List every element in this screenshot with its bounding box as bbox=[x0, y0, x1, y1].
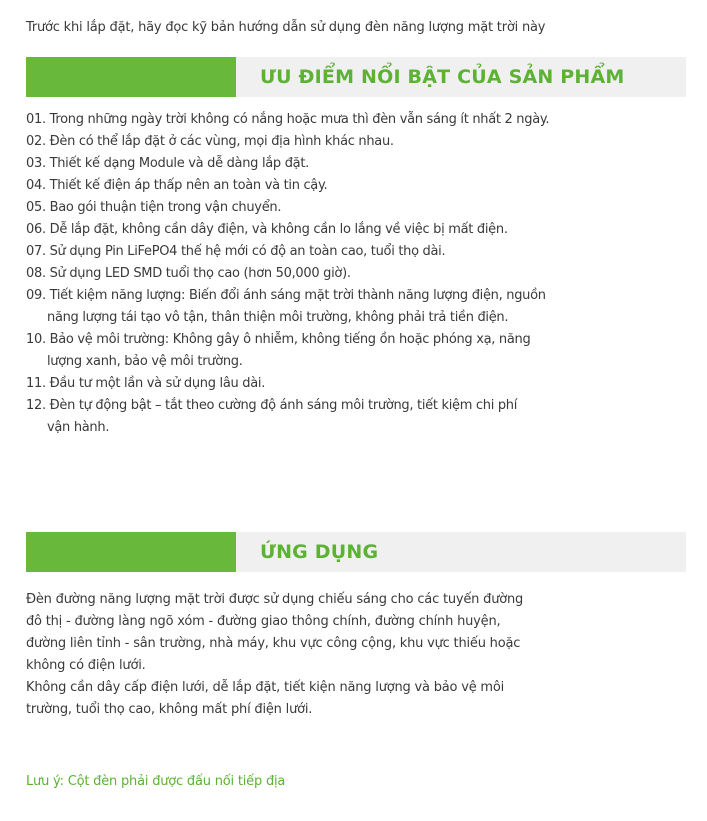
paragraph-line: Không cần dây cấp điện lưới, dễ lắp đặt, tiết kiện năng lượng và bảo vệ môi bbox=[26, 680, 505, 695]
paragraph-line: đường liên tỉnh - sân trường, nhà máy, khu vực công cộng, khu vực thiếu hoặc bbox=[26, 636, 521, 651]
list-item-text: 04. Thiết kế điện áp thấp nên an toàn và tin cậy. bbox=[26, 178, 328, 193]
list-item-text: 01. Trong những ngày trời không có nắng hoặc mưa thì đèn vẫn sáng ít nhất 2 ngày. bbox=[26, 112, 550, 127]
list-item-text: 12. Đèn tự động bật – tắt theo cường độ ánh sáng môi trường, tiết kiệm chi phí bbox=[26, 398, 518, 413]
list-item bbox=[26, 263, 696, 285]
features-title: ƯU ĐIỂM NỔI BẬT CỦA SẢN PHẨM bbox=[260, 66, 625, 88]
list-item-text: 07. Sử dụng Pin LiFePO4 thế hệ mới có độ an toàn cao, tuổi thọ dài. bbox=[26, 244, 446, 259]
list-item-text: 03. Thiết kế dạng Module và dễ dàng lắp đặt. bbox=[26, 156, 309, 171]
list-item bbox=[26, 373, 696, 395]
list-item-text: 08. Sử dụng LED SMD tuổi thọ cao (hơn 50,000 giờ). bbox=[26, 266, 351, 281]
list-item-text: 02. Đèn có thể lắp đặt ở các vùng, mọi địa hình khác nhau. bbox=[26, 134, 394, 149]
list-item-continuation: năng lượng tái tạo vô tận, thân thiện môi trường, không phải trả tiền điện. bbox=[47, 310, 509, 325]
list-item bbox=[26, 285, 696, 329]
list-item bbox=[26, 109, 696, 131]
list-item bbox=[26, 175, 696, 197]
banner-accent-bar bbox=[26, 57, 236, 97]
list-item-continuation: vận hành. bbox=[47, 420, 110, 435]
paragraph-line: đô thị - đường làng ngõ xóm - đường giao thông chính, đường chính huyện, bbox=[26, 614, 501, 629]
application-text bbox=[26, 589, 686, 721]
application-banner bbox=[26, 532, 686, 572]
list-item-text: 06. Dễ lắp đặt, không cần dây điện, và không cần lo lắng về việc bị mất điện. bbox=[26, 222, 508, 237]
list-item-text: 05. Bao gói thuận tiện trong vận chuyển. bbox=[26, 200, 282, 215]
application-paragraph bbox=[26, 677, 686, 721]
list-item bbox=[26, 329, 696, 373]
list-item-continuation: lượng xanh, bảo vệ môi trường. bbox=[47, 354, 243, 369]
list-item bbox=[26, 241, 696, 263]
paragraph-line: trường, tuổi thọ cao, không mất phí điện lưới. bbox=[26, 702, 313, 717]
application-title: ỨNG DỤNG bbox=[260, 541, 379, 563]
paragraph-line: Đèn đường năng lượng mặt trời được sử dụng chiếu sáng cho các tuyến đường bbox=[26, 592, 524, 607]
list-item bbox=[26, 395, 696, 439]
grounding-note: Lưu ý: Cột đèn phải được đấu nối tiếp địa bbox=[26, 774, 286, 789]
banner-accent-bar bbox=[26, 532, 236, 572]
list-item-text: 11. Đầu tư một lần và sử dụng lâu dài. bbox=[26, 376, 266, 391]
list-item bbox=[26, 153, 696, 175]
list-item bbox=[26, 131, 696, 153]
application-paragraph bbox=[26, 589, 686, 677]
paragraph-line: không có điện lưới. bbox=[26, 658, 146, 673]
list-item bbox=[26, 197, 696, 219]
list-item-text: 10. Bảo vệ môi trường: Không gây ô nhiễm, không tiếng ồn hoặc phóng xạ, năng bbox=[26, 332, 531, 347]
features-list bbox=[26, 109, 696, 439]
list-item-text: 09. Tiết kiệm năng lượng: Biến đổi ánh sáng mặt trời thành năng lượng điện, nguồn bbox=[26, 288, 546, 303]
list-item bbox=[26, 219, 696, 241]
intro-text: Trước khi lắp đặt, hãy đọc kỹ bản hướng dẫn sử dụng đèn năng lượng mặt trời này bbox=[26, 20, 546, 35]
features-banner bbox=[26, 57, 686, 97]
